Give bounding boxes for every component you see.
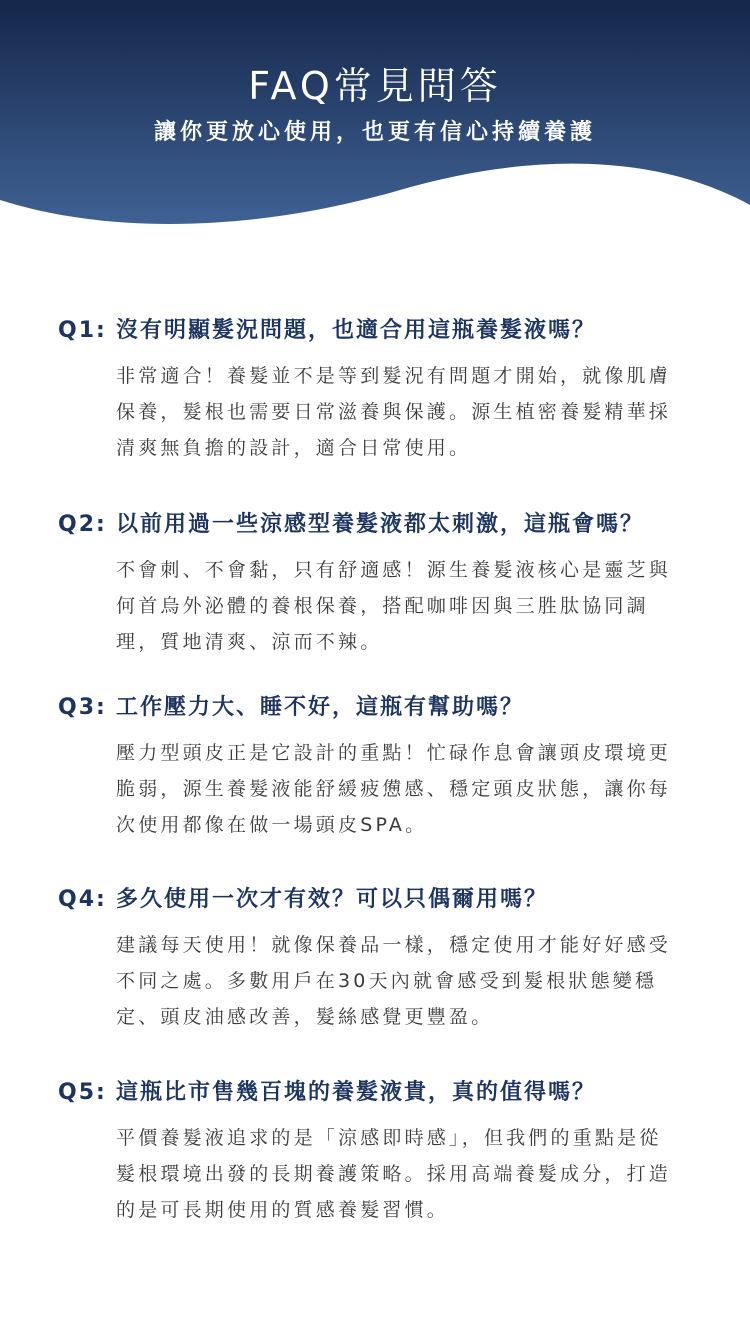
faq-answer: 不會刺、不會黏，只有舒適感！源生養髮液核心是靈芝與何首烏外泌體的養根保養，搭配咖啡因與三胜肽協同調理，質地清爽、涼而不辣。 — [116, 559, 672, 653]
faq-item-2 — [58, 507, 698, 660]
faq-item-4 — [58, 882, 698, 1035]
faq-answer: 非常適合！養髮並不是等到髮況有問題才開始，就像肌膚保養，髮根也需要日常滋養與保護。源生植密養髮精華採清爽無負擔的設計，適合日常使用。 — [116, 365, 672, 459]
page-subtitle: 讓你更放心使用，也更有信心持續養護 — [153, 120, 596, 145]
faq-question-text: 以前用過一些涼感型養髮液都太刺激，這瓶會嗎？ — [116, 512, 645, 537]
faq-question — [58, 1075, 698, 1106]
faq-item-3 — [58, 690, 698, 843]
page-title: FAQ常見問答 — [248, 64, 502, 108]
faq-question — [58, 313, 698, 344]
faq-question-text: 工作壓力大、睡不好，這瓶有幫助嗎？ — [116, 695, 525, 720]
faq-number: Q3: — [58, 695, 107, 720]
faq-question-text: 多久使用一次才有效？可以只偶爾用嗎？ — [116, 887, 549, 912]
faq-answer: 壓力型頭皮正是它設計的重點！忙碌作息會讓頭皮環境更脆弱，源生養髮液能舒緩疲憊感、穩定頭皮狀態，讓你每次使用都像在做一場頭皮SPA。 — [116, 742, 672, 836]
faq-question — [58, 507, 698, 538]
faq-answer: 建議每天使用！就像保養品一樣，穩定使用才能好好感受不同之處。多數用戶在30天內就會感受到髮根狀態變穩定、頭皮油感改善，髮絲感覺更豐盈。 — [116, 934, 672, 1028]
faq-number: Q1: — [58, 318, 107, 343]
faq-question — [58, 690, 698, 721]
faq-answer: 平價養髮液追求的是「涼感即時感」，但我們的重點是從髮根環境出發的長期養護策略。採用高端養髮成分，打造的是可長期使用的質感養髮習慣。 — [116, 1127, 672, 1221]
faq-item-1 — [58, 313, 698, 466]
faq-item-5 — [58, 1075, 698, 1228]
hero-banner — [0, 0, 750, 240]
faq-number: Q5: — [58, 1080, 107, 1105]
faq-question-text: 沒有明顯髮況問題，也適合用這瓶養髮液嗎？ — [116, 318, 597, 343]
faq-question-text: 這瓶比市售幾百塊的養髮液貴，真的值得嗎？ — [116, 1080, 597, 1105]
faq-number: Q4: — [58, 887, 107, 912]
faq-number: Q2: — [58, 512, 107, 537]
faq-question — [58, 882, 698, 913]
